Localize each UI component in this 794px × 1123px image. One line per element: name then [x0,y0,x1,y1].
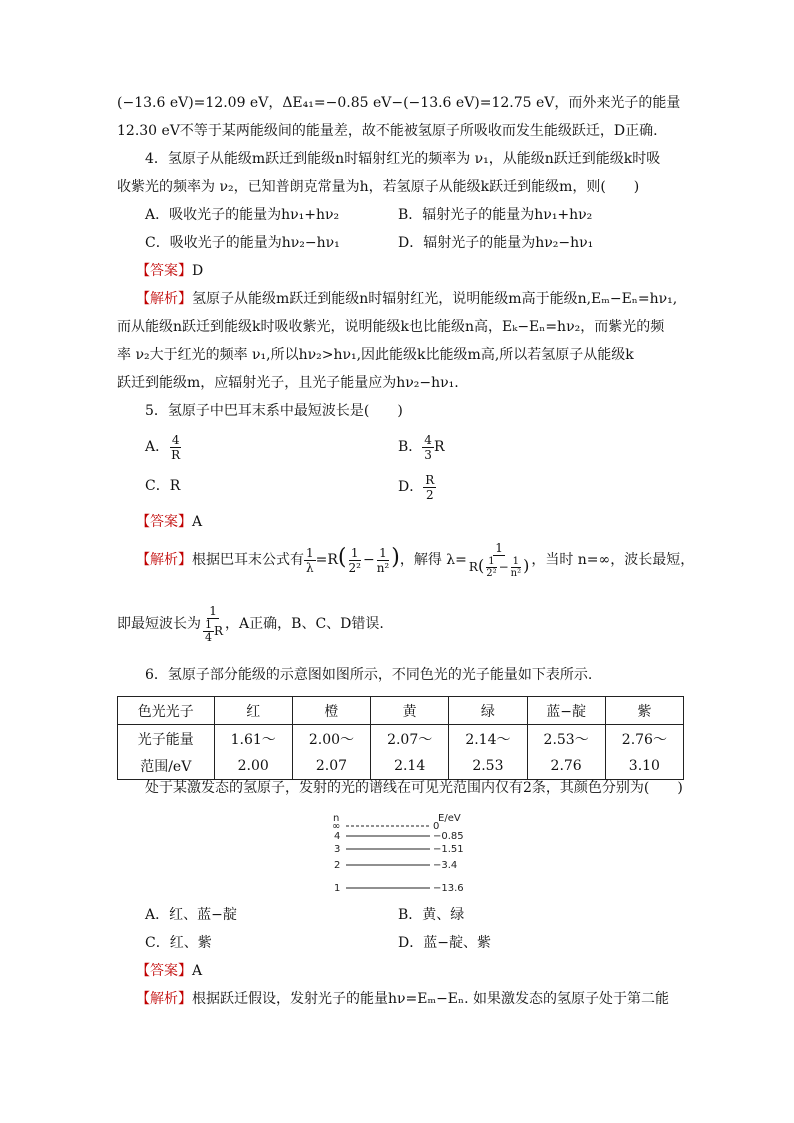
table-cell: 2.00～ [292,725,370,753]
formula-fraction: 1 R( $\frac{1}{\text{2²}}$ − $\frac{1}{\text{n²}}$ ) [468,541,530,579]
table-cell: 绿 [449,697,527,725]
answer-value: A [192,514,203,530]
q4-explanation-3: 率 ν₂大于红光的频率 ν₁,所以hν₂>hν₁,因此能级k比能级m高,所以若氢原子从能级k [117,347,634,363]
table-cell: 3.10 [605,752,683,780]
q5-answer [136,512,202,532]
fraction: $\frac{R}{2}$ [425,472,435,502]
energy-level-diagram [330,812,480,897]
n-axis-label: n [333,813,340,824]
level-n-label: 4 [334,831,341,842]
level-energy-label: −3.4 [433,860,458,871]
explanation-text: 氢原子从能级m跃迁到能级n时辐射红光，说明能级m高于能级n,Eₘ−Eₙ=hν₁, [192,291,678,307]
formula-fraction: 1 $\frac{1}{4}$ R [205,604,224,644]
table-cell: 2.14～ [449,725,527,753]
q4-stem-line-2: 收紫光的频率为 ν₂，已知普朗克常量为h，若氢原子从能级k跃迁到能级m，则( ) [117,179,640,195]
level-energy-label: −0.85 [433,831,464,842]
table-cell: 紫 [605,697,683,725]
level-energy-label: −1.51 [433,844,464,855]
q6-option-b: B．黄、绿 [398,907,465,923]
table-cell: 2.53～ [527,725,605,753]
explanation-text: 根据跃迁假设，发射光子的能量hν=Eₘ−Eₙ. 如果激发态的氢原子处于第二能 [192,991,669,1007]
table-cell: 1.61～ [214,725,292,753]
table-row [118,752,684,780]
answer-tag: 【答案】 [136,514,192,530]
q4-explanation-2: 而从能级n跃迁到能级k时吸收紫光，说明能级k也比能级n高，Eₖ−Eₙ=hν₂，而紫光的频 [117,319,665,335]
level-energy-label: 0 [433,821,440,832]
q4-stem-line-1: 4．氢原子从能级m跃迁到能级n时辐射红光的频率为 ν₁，从能级n跃迁到能级k时吸 [145,151,661,167]
explanation-tag: 【解析】 [136,291,192,307]
table-cell: 光子能量 [118,725,215,753]
level-n-label: ∞ [332,821,341,832]
level-n-label: 3 [334,844,341,855]
q4-explanation-4: 跃迁到能级m，应辐射光子，且光子能量应为hν₂−hν₁. [117,375,459,391]
formula-fraction: $\frac{1}{\lambda}$ [306,545,314,575]
q4-explanation-1 [136,289,677,309]
q4-option-d: D．辐射光子的能量为hν₂−hν₁ [398,235,594,251]
explanation-tag: 【解析】 [136,552,192,568]
energy-axis-label: E/eV [438,813,461,824]
q6-stem-2: 处于某激发态的氢原子，发射的光的谱线在可见光范围内仅有2条，其颜色分别为( ) [145,780,683,796]
q3-line-1: (−13.6 eV)=12.09 eV，ΔE₄₁=−0.85 eV−(−13.6 eV)=12.75 eV，而外来光子的能量 [117,95,681,111]
table-cell: 2.07 [292,752,370,780]
q4-option-a: A．吸收光子的能量为hν₁+hν₂ [145,207,340,223]
table-cell: 2.00 [214,752,292,780]
answer-value: D [192,263,204,279]
table-cell: 红 [214,697,292,725]
answer-value: A [192,963,203,979]
level-n-label: 1 [334,883,341,894]
table-cell: 色光光子 [118,697,215,725]
q5-explanation-1: 【解析】根据巴耳末公式有 $\frac{1}{\lambda}$ =R( $\frac{1}{\text{2²}}$ − $\frac{1}{\text{n²}}$ )，解得 λ= 1 R( $\frac{1}{\text{2²}}$ − $\frac{1}{\text{n²}}$ ) ，当时 n=∞，波长最短， [136,541,695,579]
fraction: $\frac{4}{R}$ [171,432,181,462]
q6-option-a: A．红、蓝−靛 [145,907,237,923]
table-cell: 范围/eV [118,752,215,780]
table-cell: 蓝−靛 [527,697,605,725]
q5-option-b: B． $\frac{4}{3}$ R [398,432,445,462]
q3-line-2: 12.30 eV不等于某两能级间的能量差，故不能被氢原子所吸收而发生能级跃迁，D正确. [117,123,658,139]
q5-option-a: A． $\frac{4}{R}$ [145,432,181,462]
level-n-label: 2 [334,860,341,871]
table-cell: 2.07～ [371,725,449,753]
table-cell: 2.76～ [605,725,683,753]
table-row [118,725,684,753]
table-header-row [118,697,684,725]
table-cell: 2.76 [527,752,605,780]
q6-answer [136,961,202,981]
q6-explanation-1 [136,989,669,1009]
q5-option-d: D． $\frac{R}{2}$ [398,472,435,502]
q4-option-c: C．吸收光子的能量为hν₂−hν₁ [145,235,340,251]
answer-tag: 【答案】 [136,963,192,979]
q6-option-c: C．红、紫 [145,935,212,951]
explanation-tag: 【解析】 [136,991,192,1007]
answer-tag: 【答案】 [136,263,192,279]
q5-option-c: C．R [145,478,181,494]
q5-stem: 5．氢原子中巴耳末系中最短波长是( ) [145,403,403,419]
table-cell: 橙 [292,697,370,725]
q4-option-b: B．辐射光子的能量为hν₁+hν₂ [398,207,593,223]
table-cell: 2.53 [449,752,527,780]
q5-explanation-2: 即最短波长为 1 $\frac{1}{4}$ R ，A正确，B、C、D错误. [117,604,384,644]
color-energy-table [117,696,684,780]
level-energy-label: −13.6 [433,883,464,894]
fraction: $\frac{4}{3}$ [424,432,432,462]
q4-answer [136,261,203,281]
table-cell: 黄 [371,697,449,725]
q6-stem: 6．氢原子部分能级的示意图如图所示，不同色光的光子能量如下表所示. [145,667,593,683]
q6-option-d: D．蓝−靛、紫 [398,935,491,951]
table-cell: 2.14 [371,752,449,780]
